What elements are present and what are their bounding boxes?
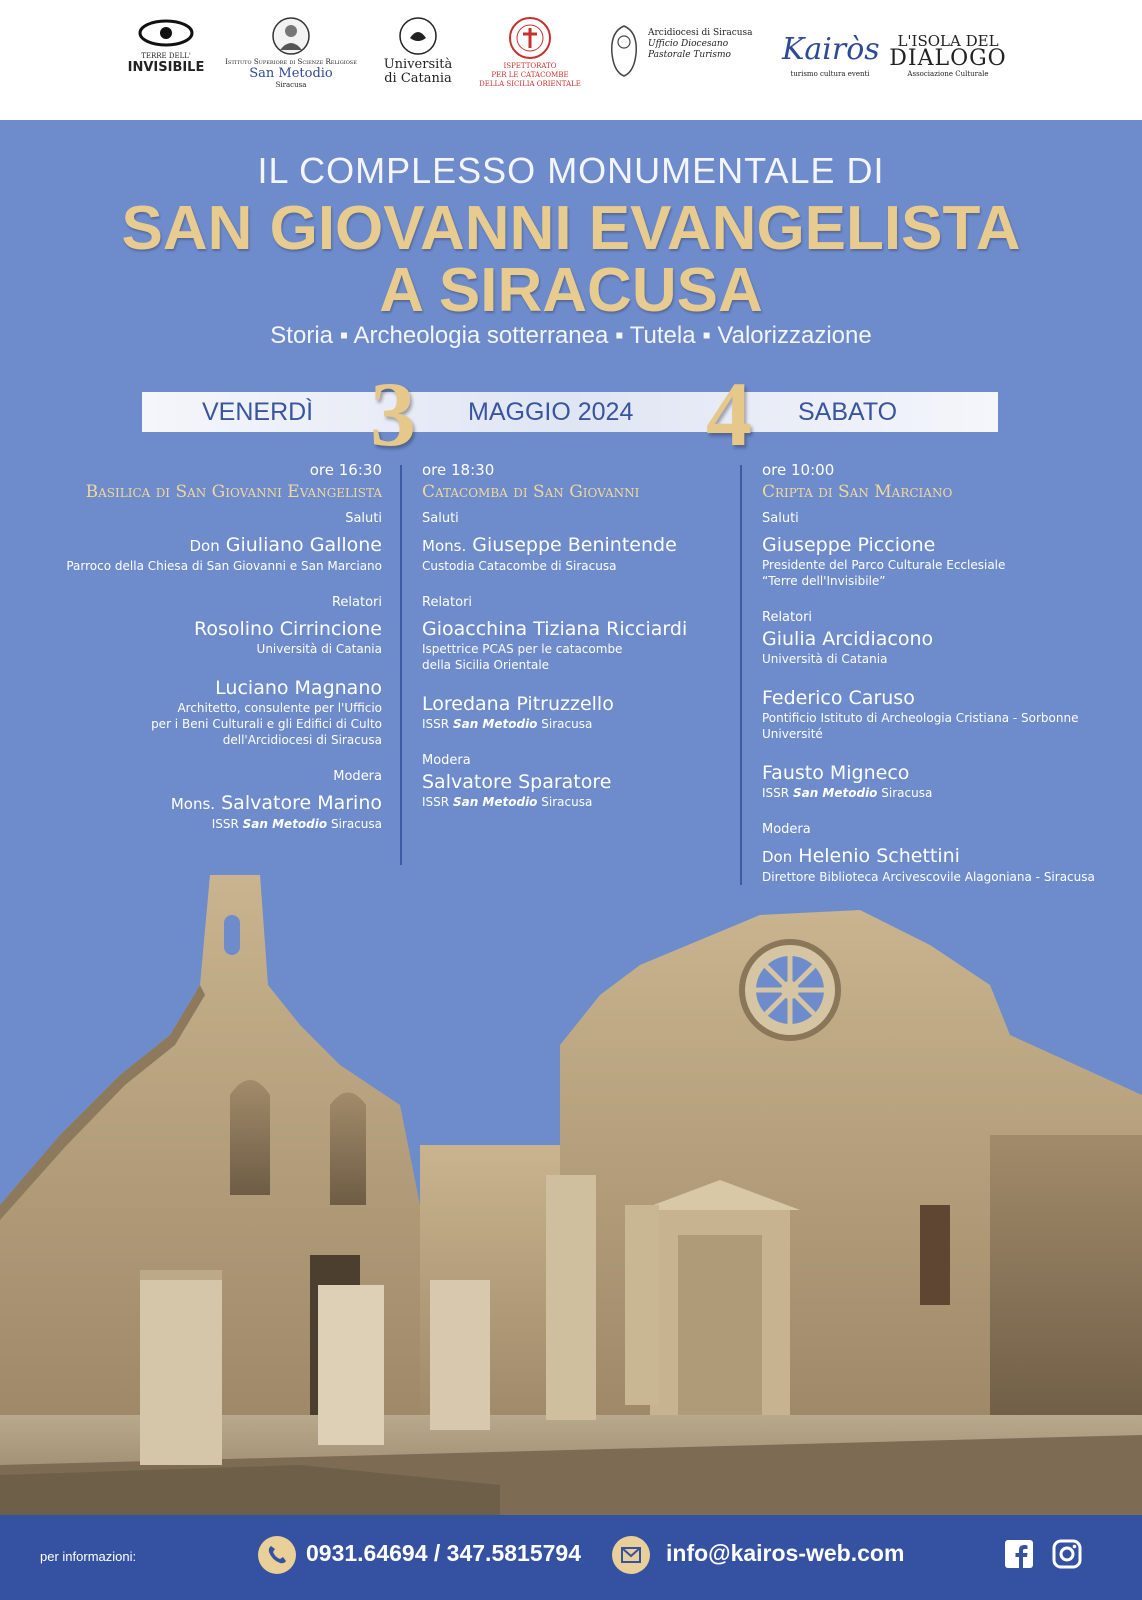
day-2-label: SABATO: [798, 398, 898, 426]
session-venue: Basilica di San Giovanni Evangelista: [85, 482, 382, 502]
speaker-name: Gioacchina Tiziana Ricciardi: [422, 618, 688, 640]
phone-number[interactable]: 0931.64694 / 347.5815794: [306, 1540, 581, 1566]
logo-terre-dell-invisibile: TERRE DELL' INVISIBILE: [126, 16, 206, 75]
date-number-3: 3: [370, 363, 416, 465]
role-label: Relatori: [331, 595, 382, 610]
contact-footer: [0, 1515, 1142, 1600]
speaker-affiliation: Presidente del Parco Culturale Ecclesiale: [762, 558, 1006, 572]
logo-ispettorato-catacombe: ISPETTORATO PER LE CATACOMBE DELLA SICILIA ORIENTALE: [470, 16, 590, 89]
date-number-4: 4: [706, 363, 752, 465]
event-title-line-2: A SIRACUSA: [379, 256, 763, 325]
column-divider-1: [400, 465, 402, 865]
session-time: ore 10:00: [762, 461, 835, 479]
instagram-icon[interactable]: [1052, 1539, 1082, 1569]
speaker-affiliation: per i Beni Culturali e gli Edifici di Culto: [151, 717, 382, 731]
madonna-icon: [604, 22, 644, 78]
speaker-name: Rosolino Cirrincione: [194, 618, 382, 640]
role-label: Relatori: [762, 610, 813, 625]
speaker-name: Mons. Salvatore Marino: [170, 792, 382, 814]
church-ruins-photo: [0, 875, 1142, 1515]
logo-issr-san-metodio: Istituto Superiore di Scienze Religiose San Metodio Siracusa: [216, 16, 366, 90]
program-cripta: [762, 460, 1142, 885]
speaker-name: Giuseppe Piccione: [762, 534, 936, 556]
speaker-affiliation: della Sicilia Orientale: [422, 658, 550, 672]
email-icon: [612, 1536, 650, 1574]
role-label: Saluti: [345, 511, 382, 526]
speaker-affiliation: Direttore Biblioteca Arcivescovile Alagoniana - Siracusa: [762, 870, 1095, 884]
info-label: per informazioni:: [40, 1549, 137, 1564]
program-catacomba: [422, 460, 722, 810]
speaker-name: Loredana Pitruzzello: [422, 693, 614, 715]
speaker-affiliation: Ispettrice PCAS per le catacombe: [422, 642, 623, 656]
phone-icon: [258, 1536, 296, 1574]
speaker-name: Federico Caruso: [762, 687, 915, 709]
logo-kairos: Kairòs turismo cultura eventi: [782, 32, 880, 78]
event-overline: IL COMPLESSO MONUMENTALE DI: [257, 150, 885, 191]
speaker-affiliation: Università di Catania: [256, 642, 382, 656]
role-label: Modera: [333, 769, 382, 784]
speaker-affiliation: ISSR San Metodio Siracusa: [211, 817, 382, 831]
month-year-label: MAGGIO 2024: [468, 398, 634, 426]
date-bar: [142, 392, 998, 432]
speaker-name: Don Giuliano Gallone: [189, 534, 382, 556]
eye-icon: [136, 16, 196, 50]
partner-logos: TERRE DELL' INVISIBILE Istituto Superiore di Scienze Religiose San Metodio Siracusa Università di Catania ISPETTORATO PER LE CATACOMBE DELLA SICILIA ORIENTALE Arcidiocesi di Siracusa Ufficio Diocesano Pastorale Turismo Kairòs turismo cultura eventi L'ISOLA DEL DIALOGO Associazione Culturale: [0, 0, 1142, 120]
speaker-affiliation: Custodia Catacombe di Siracusa: [422, 559, 617, 573]
speaker-affiliation: Architetto, consulente per l'Ufficio: [177, 701, 382, 715]
speaker-name: Don Helenio Schettini: [762, 845, 960, 867]
speaker-affiliation: Università di Catania: [762, 652, 888, 666]
ispettorato-seal-icon: [508, 16, 552, 60]
session-time: ore 18:30: [422, 461, 495, 479]
session-time: ore 16:30: [309, 461, 382, 479]
event-title-line-1: SAN GIOVANNI EVANGELISTA: [121, 194, 1021, 263]
speaker-name: Mons. Giuseppe Benintende: [422, 534, 677, 556]
saint-portrait-icon: [271, 16, 311, 56]
role-label: Saluti: [762, 511, 799, 526]
session-venue: Catacomba di San Giovanni: [422, 482, 640, 502]
role-label: Modera: [762, 822, 811, 837]
logo-isola-del-dialogo: L'ISOLA DEL DIALOGO Associazione Culturale: [889, 32, 1007, 78]
speaker-affiliation: “Terre dell'Invisibile”: [762, 574, 886, 588]
event-subtitle: Storia ▪ Archeologia sotterranea ▪ Tutela ▪ Valorizzazione: [270, 322, 872, 349]
facebook-icon[interactable]: [1004, 1539, 1034, 1569]
role-label: Saluti: [422, 511, 459, 526]
email-address[interactable]: info@kairos-web.com: [666, 1540, 905, 1566]
session-venue: Cripta di San Marciano: [762, 482, 953, 502]
main-panel: [0, 120, 1142, 1515]
speaker-affiliation: ISSR San Metodio Siracusa: [422, 795, 593, 809]
speaker-name: Fausto Migneco: [762, 762, 910, 784]
speaker-name: Luciano Magnano: [215, 677, 382, 699]
speaker-affiliation: ISSR San Metodio Siracusa: [762, 786, 933, 800]
speaker-name: Salvatore Sparatore: [422, 771, 612, 793]
speaker-affiliation: ISSR San Metodio Siracusa: [422, 717, 593, 731]
role-label: Modera: [422, 753, 471, 768]
speaker-affiliation: Parroco della Chiesa di San Giovanni e San Marciano: [66, 559, 382, 573]
university-seal-icon: [398, 16, 438, 56]
day-1-label: VENERDÌ: [202, 398, 314, 426]
speaker-name: Giulia Arcidiacono: [762, 628, 934, 650]
program-basilica: [0, 460, 382, 832]
logo-universita-catania: Università di Catania: [378, 16, 458, 86]
speaker-affiliation: dell'Arcidiocesi di Siracusa: [222, 733, 382, 747]
role-label: Relatori: [422, 595, 473, 610]
speaker-affiliation: Pontificio Istituto di Archeologia Cristiana - Sorbonne Université: [762, 711, 1079, 741]
column-divider-2: [740, 465, 742, 885]
